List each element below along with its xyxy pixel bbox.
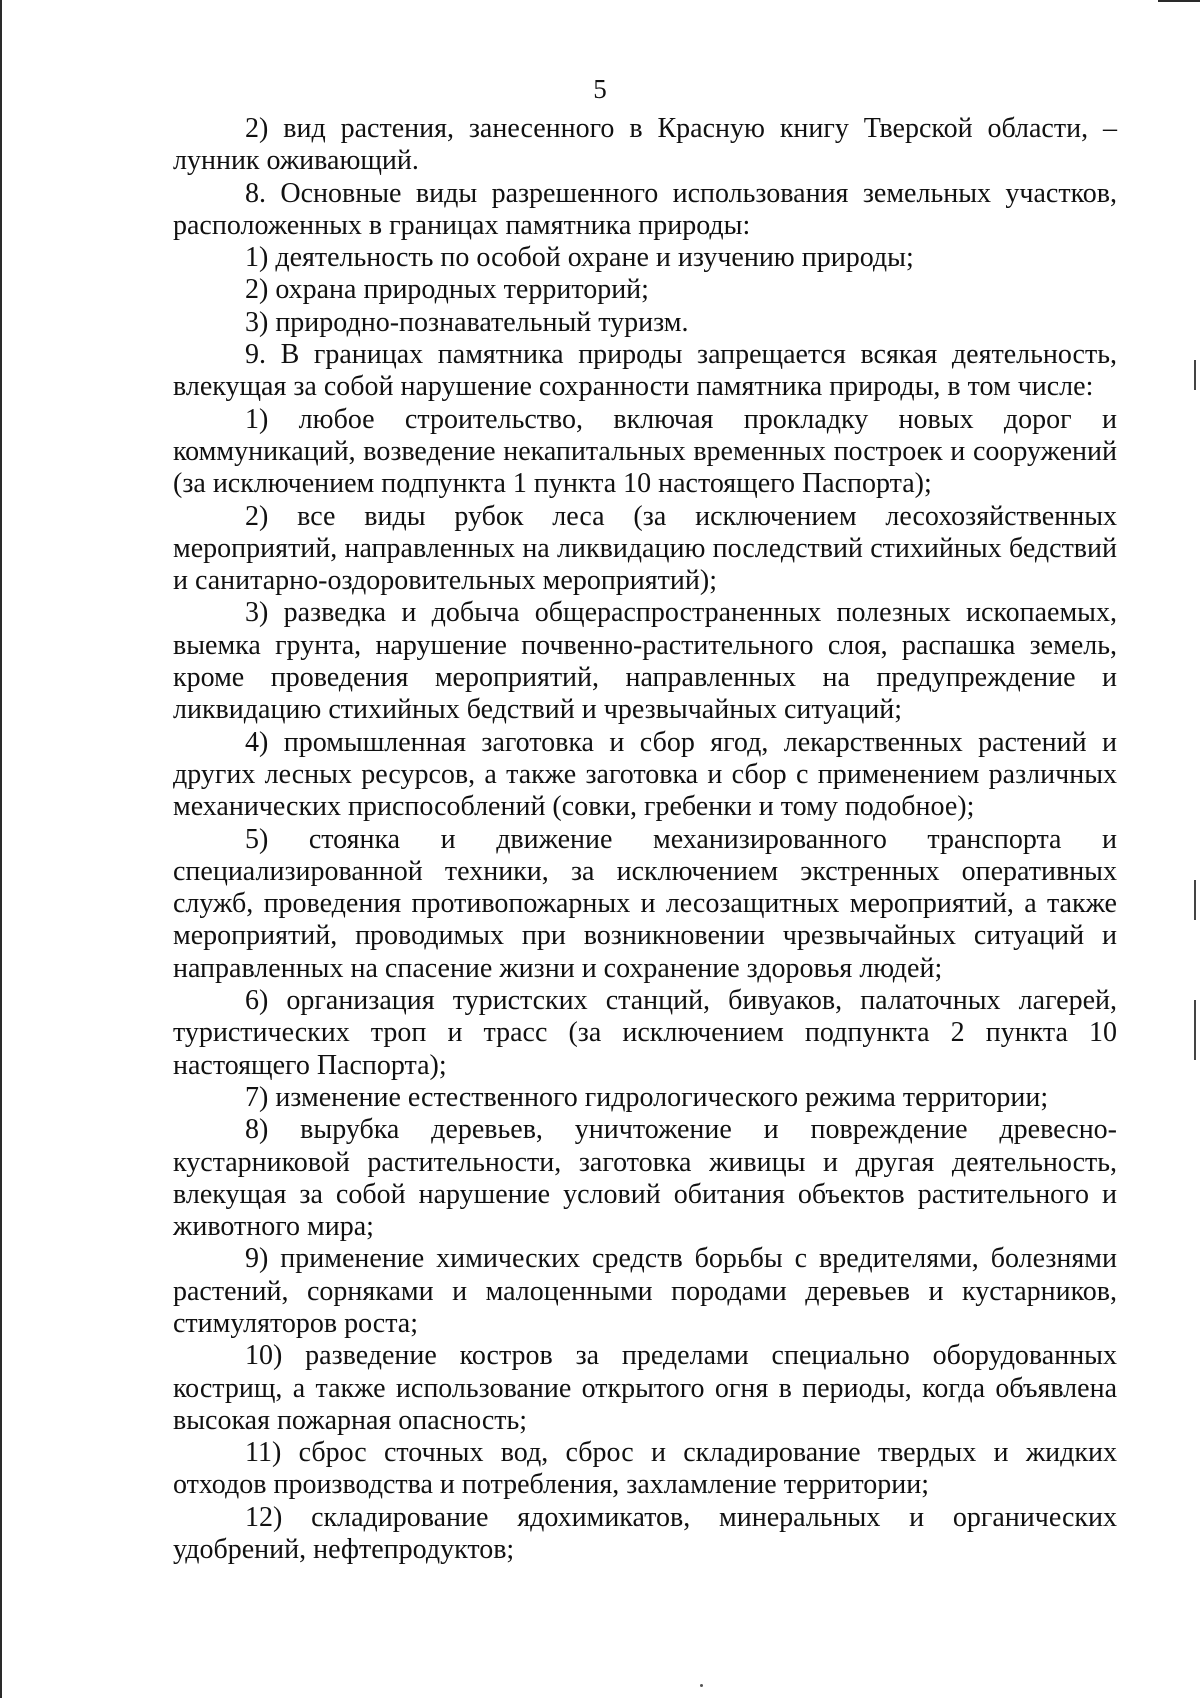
scan-edge-mark bbox=[1194, 880, 1196, 920]
paragraph: 9) применение химических средств борьбы с вредителями, болезнями растений, сорняками и малоценными породами деревьев и кустарников, стимуляторов роста; bbox=[173, 1243, 1117, 1339]
scan-edge-left bbox=[0, 0, 2, 1698]
paragraph: 2) все виды рубок леса (за исключением лесохозяйственных мероприятий, направленных на ликвидацию последствий стихийных бедствий и санитарно-оздоровительных мероприятий); bbox=[173, 500, 1117, 597]
paragraph: 10) разведение костров за пределами специально оборудованных кострищ, а также использование открытого огня в периоды, когда объявлена высокая пожарная опасность; bbox=[173, 1340, 1117, 1436]
paragraph: 12) складирование ядохимикатов, минеральных и органических удобрений, нефтепродуктов; bbox=[173, 1501, 1117, 1566]
paragraph: 4) промышленная заготовка и сбор ягод, лекарственных растений и других лесных ресурсов, а также заготовка и сбор с применением различных механических приспособлений (совки, гребенки и тому подобное); bbox=[173, 726, 1117, 823]
paragraph: 1) деятельность по особой охране и изучению природы; bbox=[245, 242, 914, 274]
paragraph: 7) изменение естественного гидрологического режима территории; bbox=[245, 1081, 1049, 1113]
paragraph: 6) организация туристских станций, бивуаков, палаточных лагерей, туристических троп и трасс (за исключением подпункта 2 пункта 10 настоящего Паспорта); bbox=[173, 985, 1117, 1081]
scan-dot bbox=[700, 1684, 703, 1687]
paragraph: 9. В границах памятника природы запрещается всякая деятельность, влекущая за собой нарушение сохранности памятника природы, в том числе: bbox=[173, 339, 1117, 403]
paragraph: 2) охрана природных территорий; bbox=[245, 274, 649, 306]
paragraph: 3) разведка и добыча общераспространенных полезных ископаемых, выемка грунта, нарушение почвенно-растительного слоя, распашка земель, кроме проведения мероприятий, направленных на предупреждение и ликвидацию стихийных бедствий и чрезвычайных ситуаций; bbox=[173, 597, 1117, 726]
scan-edge-mark bbox=[1194, 1000, 1196, 1060]
paragraph: 8) вырубка деревьев, уничтожение и повреждение древесно-кустарниковой растительности, заготовка живицы и другая деятельность, влекущая за собой нарушение условий обитания объектов растительного и животного мира; bbox=[173, 1114, 1117, 1243]
paragraph: 8. Основные виды разрешенного использования земельных участков, расположенных в границах памятника природы: bbox=[173, 177, 1117, 241]
paragraph: 11) сброс сточных вод, сброс и складирование твердых и жидких отходов производства и потребления, захламление территории; bbox=[173, 1437, 1117, 1501]
paragraph: 2) вид растения, занесенного в Красную книгу Тверской области, – лунник оживающий. bbox=[173, 113, 1117, 177]
document-body bbox=[173, 113, 1117, 1566]
paragraph: 5) стоянка и движение механизированного транспорта и специализированной техники, за исключением экстренных оперативных служб, проведения противопожарных и лесозащитных мероприятий, а также мероприятий, проводимых при возникновении чрезвычайных ситуаций и направленных на спасение жизни и сохранение здоровья людей; bbox=[173, 823, 1117, 984]
paragraph: 3) природно-познавательный туризм. bbox=[245, 306, 689, 338]
paragraph: 1) любое строительство, включая прокладку новых дорог и коммуникаций, возведение некапитальных временных построек и сооружений (за исключением подпункта 1 пункта 10 настоящего Паспорта); bbox=[173, 403, 1117, 500]
scan-edge-top-right bbox=[1158, 0, 1200, 2]
scan-edge-mark bbox=[1194, 360, 1196, 390]
page-number: 5 bbox=[593, 74, 607, 104]
